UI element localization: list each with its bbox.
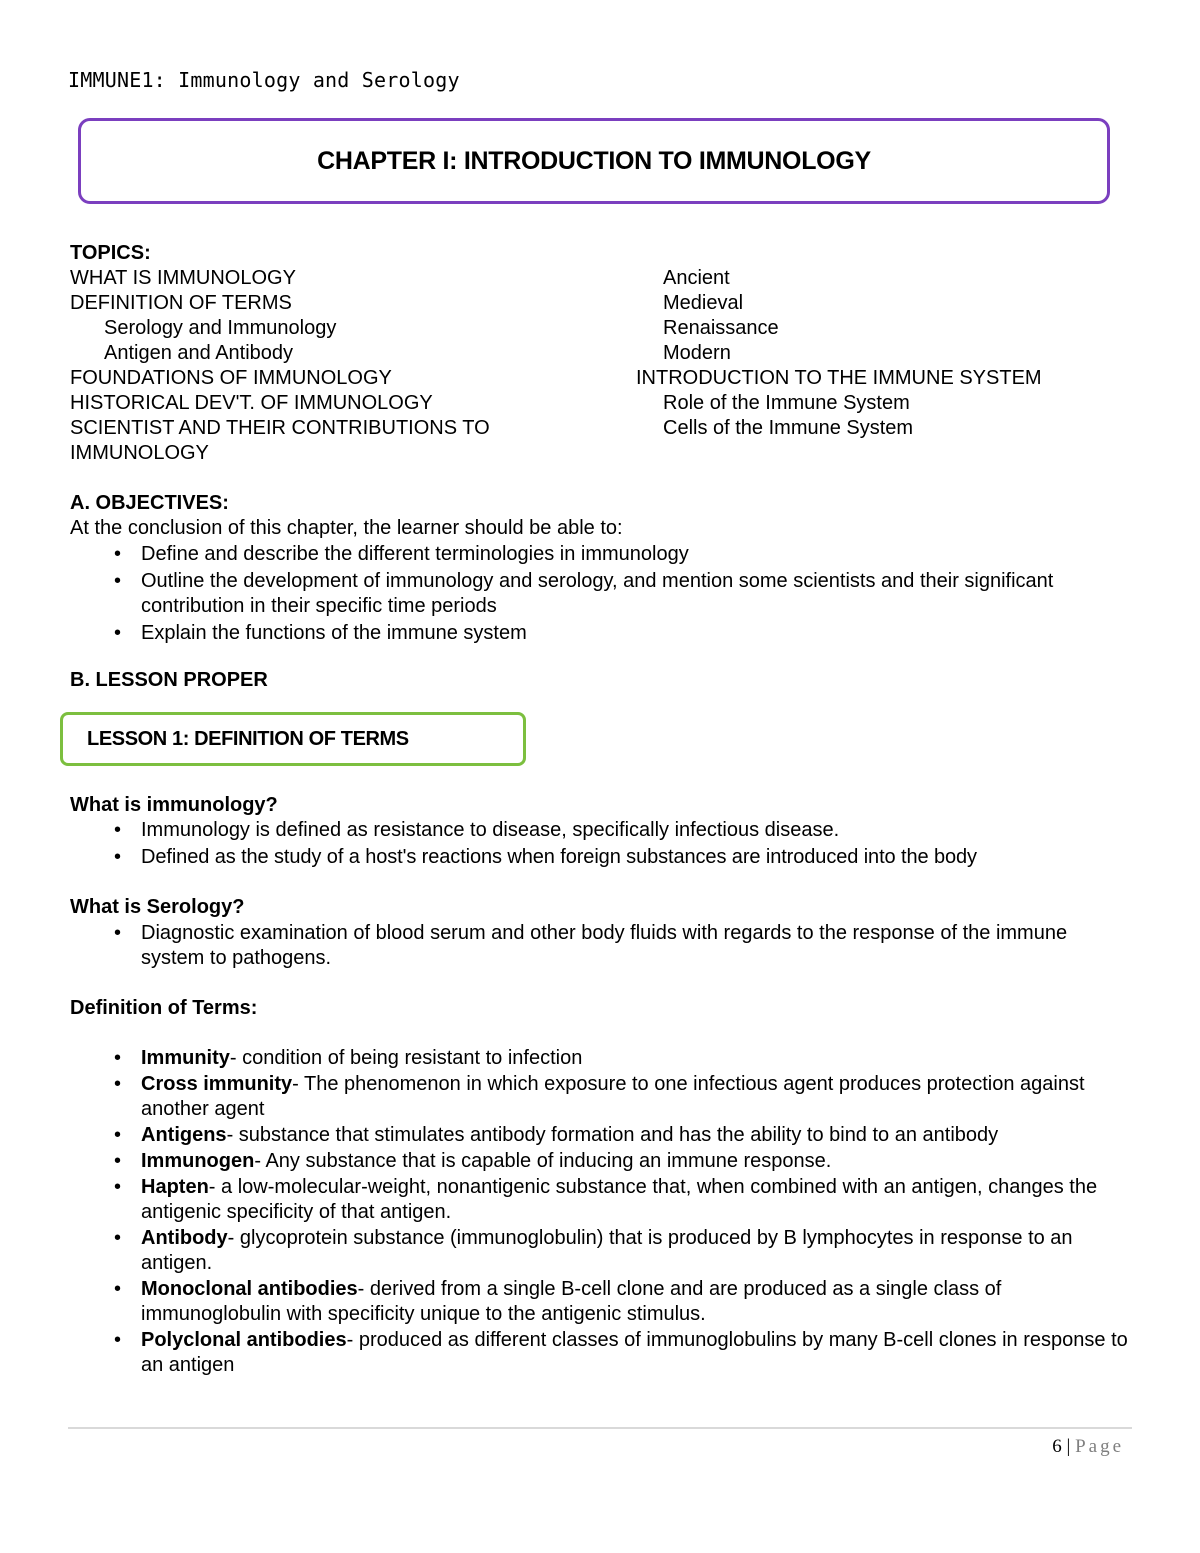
immunology-item: • Defined as the study of a host's reactions when foreign substances are introduced into the body	[70, 845, 1140, 870]
definition-term: Antigens	[141, 1124, 227, 1146]
objectives-heading: A. OBJECTIVES:	[70, 492, 229, 514]
immunology-item: • Immunology is defined as resistance to disease, specifically infectious disease.	[70, 818, 1140, 843]
definition-item: • Cross immunity- The phenomenon in which exposure to one infectious agent produces protection against another agent	[70, 1072, 1140, 1122]
definition-item: • Polyclonal antibodies- produced as different classes of immunoglobulins by many B-cell clones in response to an antigen	[70, 1328, 1140, 1378]
page-footer	[1052, 1434, 1124, 1459]
page-number: 6	[1052, 1436, 1062, 1457]
topic-subitem: Ancient	[663, 267, 730, 289]
immunology-list	[70, 818, 1140, 870]
serology-item: • Diagnostic examination of blood serum and other body fluids with regards to the response of the immune system to pathogens.	[70, 921, 1080, 971]
topics-right-column	[636, 266, 1156, 441]
definition-item: • Antigens- substance that stimulates antibody formation and has the ability to bind to an antibody	[70, 1123, 1140, 1148]
definition-item: • Monoclonal antibodies- derived from a single B-cell clone and are produced as a single class of immunoglobulin with specificity unique to the antigenic stimulus.	[70, 1277, 1140, 1327]
definition-term: Antibody	[141, 1227, 228, 1249]
topic-item: HISTORICAL DEV'T. OF IMMUNOLOGY	[70, 392, 433, 414]
page-label: Page	[1075, 1436, 1124, 1457]
definition-term: Cross immunity	[141, 1073, 293, 1095]
topic-subitem: Modern	[663, 342, 731, 364]
definition-item: • Immunogen- Any substance that is capable of inducing an immune response.	[70, 1149, 1140, 1174]
page-header: IMMUNE1: Immunology and Serology	[68, 68, 460, 92]
objective-item: • Define and describe the different terminologies in immunology	[70, 542, 1140, 567]
topic-subitem: Role of the Immune System	[663, 392, 910, 414]
topic-subitem: Serology and Immunology	[104, 317, 337, 339]
definition-item: • Antibody- glycoprotein substance (immunoglobulin) that is produced by B lymphocytes in response to an antigen.	[70, 1226, 1140, 1276]
definition-term: Hapten	[141, 1176, 209, 1198]
definitions-heading: Definition of Terms:	[70, 997, 258, 1019]
topic-item: IMMUNOLOGY	[70, 442, 209, 464]
topic-subitem: Antigen and Antibody	[104, 342, 294, 364]
topic-item: FOUNDATIONS OF IMMUNOLOGY	[70, 367, 392, 389]
lesson-title: LESSON 1: DEFINITION OF TERMS	[87, 727, 409, 750]
objective-item: • Outline the development of immunology and serology, and mention some scientists and their significant contribution in their specific time periods	[70, 569, 1140, 619]
definition-term: Monoclonal antibodies	[141, 1278, 358, 1300]
objectives-intro: At the conclusion of this chapter, the learner should be able to:	[70, 517, 623, 539]
lesson-proper-heading: B. LESSON PROPER	[70, 669, 268, 691]
serology-list	[70, 921, 1080, 971]
footer-rule	[68, 1427, 1132, 1429]
serology-question: What is Serology?	[70, 896, 245, 918]
definitions-list	[70, 1046, 1140, 1378]
definition-term: Polyclonal antibodies	[141, 1329, 347, 1351]
immunology-question: What is immunology?	[70, 794, 278, 816]
definition-item: • Immunity- condition of being resistant to infection	[70, 1046, 1140, 1071]
footer-separator: |	[1066, 1436, 1071, 1457]
topic-subitem: Renaissance	[663, 317, 779, 339]
objectives-list	[70, 542, 1140, 646]
chapter-title-box	[78, 118, 1110, 204]
topic-item: INTRODUCTION TO THE IMMUNE SYSTEM	[636, 367, 1042, 389]
lesson-title-box	[60, 712, 526, 766]
objective-item: • Explain the functions of the immune system	[70, 621, 1140, 646]
chapter-title: CHAPTER I: INTRODUCTION TO IMMUNOLOGY	[317, 146, 871, 175]
definition-term: Immunity	[141, 1047, 230, 1069]
topic-subitem: Cells of the Immune System	[663, 417, 914, 439]
topic-item: DEFINITION OF TERMS	[70, 292, 292, 314]
topic-subitem: Medieval	[663, 292, 744, 314]
topic-item: WHAT IS IMMUNOLOGY	[70, 267, 296, 289]
topic-item: SCIENTIST AND THEIR CONTRIBUTIONS TO	[70, 417, 490, 439]
definition-item: • Hapten- a low-molecular-weight, nonantigenic substance that, when combined with an antigen, changes the antigenic specificity of that antigen.	[70, 1175, 1140, 1225]
topics-heading: TOPICS:	[70, 242, 151, 264]
definition-term: Immunogen	[141, 1150, 255, 1172]
topics-left-column	[70, 241, 630, 466]
